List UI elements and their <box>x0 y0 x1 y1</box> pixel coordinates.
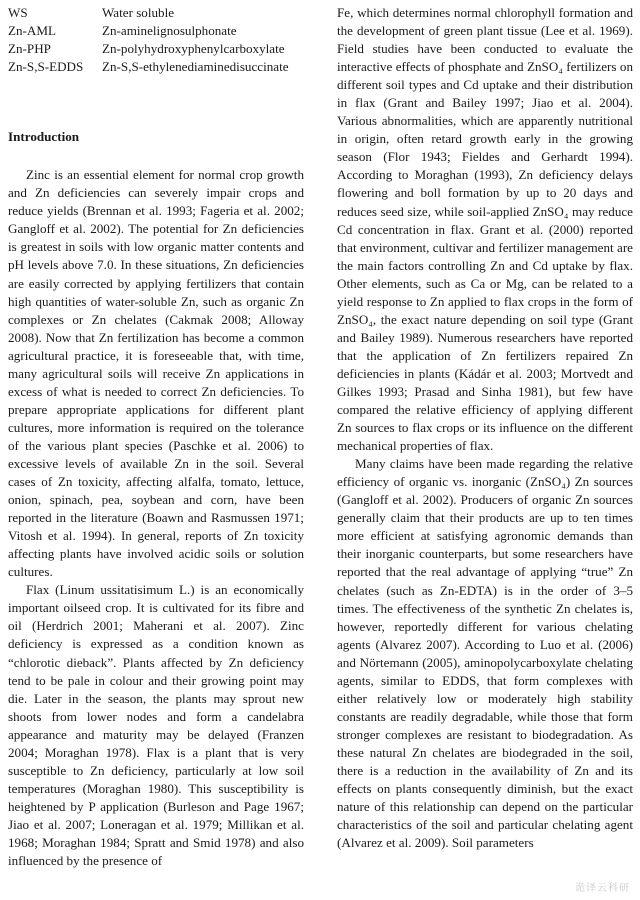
right-column <box>337 4 633 852</box>
left-column <box>8 4 304 870</box>
body-paragraph: Zinc is an essential element for normal crop growth and Zn deficiencies can severely impair crops and reduce yields (Brennan et al. 1993; Fageria et al. 2002; Gangloff et al. 2002). The potential for Zn deficiencies is greatest in soils with low organic matter contents and pH levels above 7.0. In these situations, Zn deficiencies are easily corrected by applying fertilizers that contain high quantities of water-soluble Zn, such as organic Zn complexes or Zn chelates (Cakmak 2008; Alloway 2008). Now that Zn fertilization has become a common agricultural practice, it is foreseeable that, with time, many agricultural soils will receive Zn applications in excess of what is needed to correct Zn deficiencies. To prepare appropriate applications for different plant cultures, more information is required on the tolerance of the various plant species (Paschke et al. 2006) to excessive levels of available Zn in the soil. Several cases of Zn toxicity, affecting alfalfa, tomato, lettuce, onion, spinach, pea, soybean and corn, have been reported in the literature (Boawn and Rasmussen 1971; Vitosh et al. 1994). In general, reports of Zn toxicity affecting plants have involved acidic soils or solution cultures. <box>8 167 304 580</box>
body-paragraph: Flax (Linum ussitatisimum L.) is an economically important oilseed crop. It is cultivated for its fibre and oil (Herdrich 2001; Maherani et al. 2007). Zinc deficiency is expressed as a condition known as “chlorotic dieback”. Plants affected by Zn deficiency tend to be pale in colour and their growing point may die. Later in the season, the plants may sprout new shoots from lower nodes and form a candelabra appearance and maturity may be delayed (Franzen 2004; Moraghan 1978). Flax is a plant that is very susceptible to Zn deficiency, particularly at low soil temperatures (Moraghan 1980). This susceptibility is heightened by P application (Burleson and Page 1967; Jiao et al. 2007; Loneragan et al. 1979; Millikan et al. 1968; Moraghan 1984; Spratt and Smid 1978) and also influenced by the presence of <box>8 582 304 869</box>
body-paragraph: Fe, which determines normal chlorophyll formation and the development of green plant tissue (Lee et al. 1969). Field studies have been conducted to evaluate the interactive effects of phosphate and ZnSO₄ fertilizers on different soil types and Cd uptake and their distribution in flax (Grant and Bailey 1997; Jiao et al. 2004). Various abnormalities, which are apparently nutritional in origin, often retard growth early in the growing season (Flor 1943; Fieldes and Gerhardt 1994). According to Moraghan (1993), Zn deficiency delays flowering and boll formation by up to 20 days and reduces seed size, while soil-applied ZnSO₄ may reduce Cd concentration in flax. Grant et al. (2000) reported that environment, cultivar and fertilizer management are the main factors controlling Zn and Cd uptake by flax. Other elements, such as Ca or Mg, can be related to a yield response to Zn applied to flax crops in the form of ZnSO₄, the exact nature depending on soil type (Grant and Bailey 1989). Numerous researchers have reported that the application of Zn fertilizers repaired Zn deficiencies in plants (Kádár et al. 2003; Mortvedt and Gilkes 1993; Prasad and Sinha 1981), but few have compared the relative efficiency of applying different Zn sources to flax crops or its influence on the different mechanical properties of flax. <box>337 5 633 454</box>
abbr-term: Zn-PHP <box>8 41 51 57</box>
abbr-definition: Zn-aminelignosulphonate <box>102 23 237 39</box>
abbr-term: WS <box>8 5 28 20</box>
abbr-definition: Water soluble <box>102 5 175 20</box>
abbr-term: Zn-S,S-EDDS <box>8 59 84 75</box>
section-heading: Introduction <box>8 129 80 145</box>
abbr-definition: Zn-polyhydroxyphenylcarboxylate <box>102 41 285 57</box>
abbr-term: Zn-AML <box>8 23 57 39</box>
watermark-logo: 诡译云科研 <box>575 882 630 894</box>
abbr-definition: Zn-S,S-ethylenediaminedisuccinate <box>102 59 289 75</box>
abbreviation-list <box>8 4 304 76</box>
body-paragraph: Many claims have been made regarding the relative efficiency of organic vs. inorganic (ZnSO₄) Zn sources (Gangloff et al. 2002). Producers of organic Zn sources generally claim that their products are up to ten times more efficient at satisfying agronomic demands than their inorganic counterparts, but some researchers have reported that the real advantage of applying “true” Zn chelates (such as Zn-EDTA) is in the order of 3–5 times. The effectiveness of the synthetic Zn chelates is, however, reportedly different for various chelating agents (Alvarez 2007). According to Luo et al. (2006) and Nörtemann (2005), aminopolycarboxylate chelating agents, similar to EDDS, that form complexes with either relatively low or moderately high stability constants are readily degradable, while those that form stronger complexes are resistant to biodegradation. As these natural Zn chelates are biodegraded in the soil, there is a reduction in the availability of Zn and its effects on plants consequently diminish, but the exact nature of this relationship can depend on the particular characteristics of the soil and particular chelating agent (Alvarez et al. 2009). Soil parameters <box>337 456 633 851</box>
